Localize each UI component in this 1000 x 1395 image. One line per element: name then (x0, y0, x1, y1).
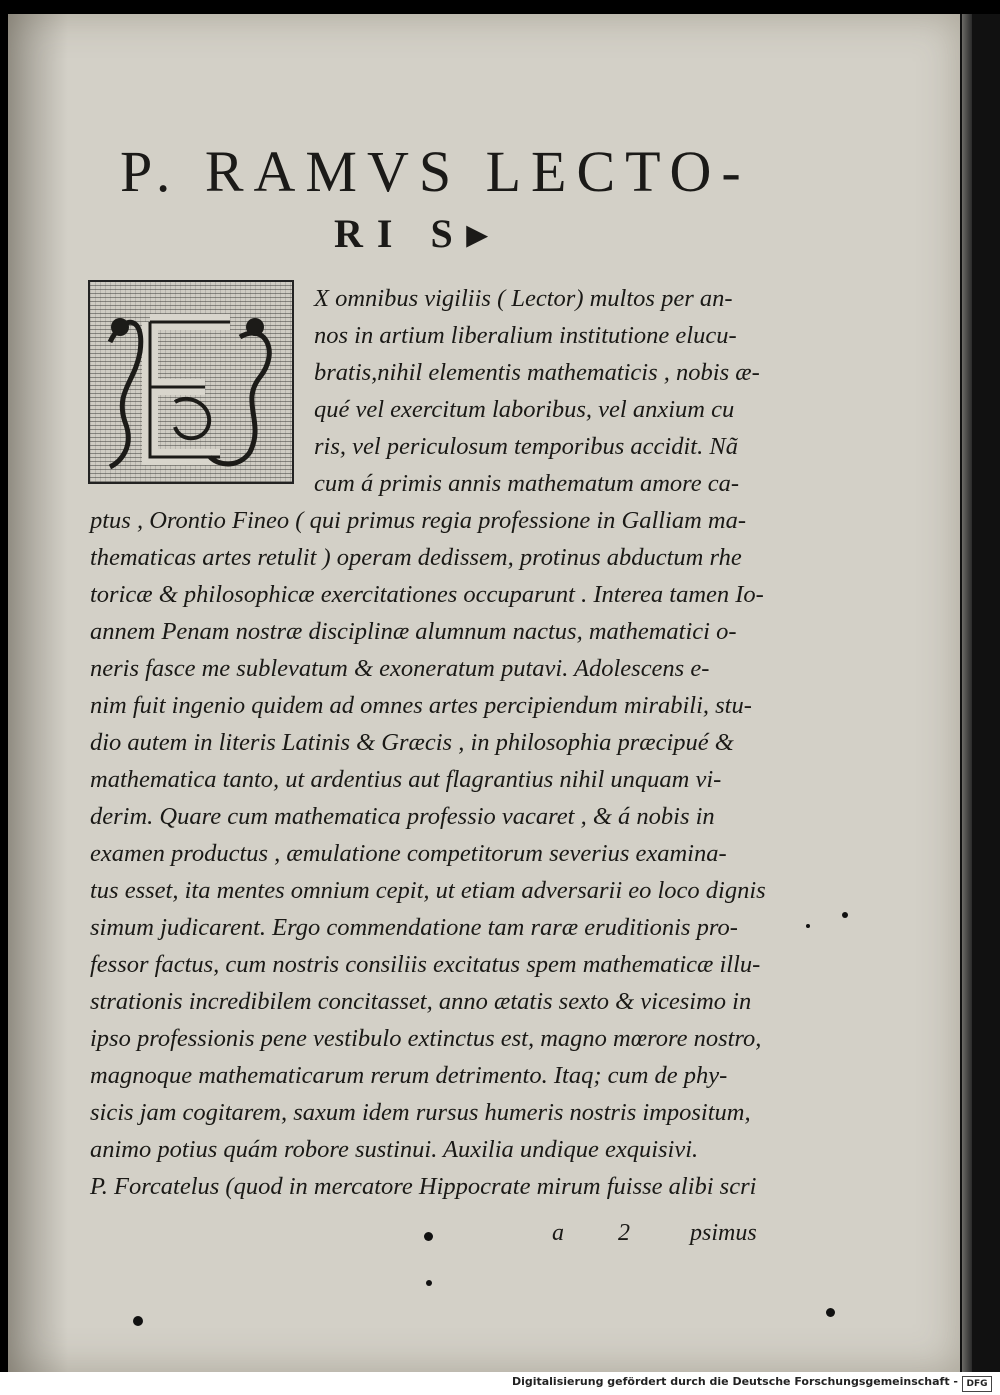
text-line: magnoque mathematicarum rerum detrimento. Itaq; cum de phy- (90, 1062, 728, 1089)
text-line: mathematica tanto, ut ardentius aut flagrantius nihil unquam vi- (90, 766, 722, 793)
text-line: simum judicarent. Ergo commendatione tam raræ eruditionis pro- (90, 914, 738, 941)
text-line: X omnibus vigiliis ( Lector) multos per an- (314, 285, 733, 312)
ink-speck (133, 1316, 143, 1326)
ink-speck (424, 1232, 433, 1241)
text-line: derim. Quare cum mathematica professio vacaret , & á nobis in (90, 803, 715, 830)
page-shadow (8, 14, 68, 1372)
scan-border (960, 14, 1000, 1372)
text-line: bratis,nihil elementis mathematicis , nobis æ- (314, 359, 760, 386)
credit-bar (0, 1372, 1000, 1395)
text-line: neris fasce me sublevatum & exoneratum putavi. Adolescens e- (90, 655, 710, 682)
text-line: ptus , Orontio Fineo ( qui primus regia professione in Galliam ma- (90, 507, 747, 534)
digitization-credit: Digitalisierung gefördert durch die Deutsche Forschungsgemeinschaft - (511, 1375, 958, 1388)
ink-speck (826, 1308, 835, 1317)
text-line: toricæ & philosophicæ exercitationes occuparunt . Interea tamen Io- (90, 581, 764, 608)
text-line: tus esset, ita mentes omnium cepit, ut etiam adversarii eo loco dignis (90, 877, 766, 904)
text-line: animo potius quám robore sustinui. Auxilia undique exquisivi. (90, 1136, 699, 1163)
text-line: strationis incredibilem concitasset, anno ætatis sexto & vicesimo in (90, 988, 752, 1015)
text-line: sicis jam cogitarem, saxum idem rursus humeris nostris impositum, (90, 1099, 751, 1126)
initial-ornament-icon (90, 282, 292, 482)
signature-mark: a (552, 1220, 564, 1246)
text-line: nim fuit ingenio quidem ad omnes artes percipiendum mirabili, stu- (90, 692, 752, 719)
ink-speck (426, 1280, 432, 1286)
decorated-initial (88, 280, 294, 484)
text-line: P. Forcatelus (quod in mercatore Hippocrate mirum fuisse alibi scri (90, 1173, 757, 1200)
page-number: 2 (618, 1220, 630, 1246)
text-line: thematicas artes retulit ) operam dedissem, protinus abductum rhe (90, 544, 742, 571)
text-line: fessor factus, cum nostris consiliis excitatus spem mathematicæ illu- (90, 951, 761, 978)
text-line: ipso professionis pene vestibulo extinctus est, magno mœrore nostro, (90, 1025, 762, 1052)
heading-line-1: P. RAMVS LECTO- (120, 139, 751, 204)
dfg-logo-icon: DFG (962, 1376, 992, 1392)
text-line: nos in artium liberalium institutione elucu- (314, 322, 737, 349)
catchword: psimus (690, 1220, 757, 1246)
text-line: ris, vel periculosum temporibus accidit. Nã (314, 433, 738, 460)
ink-speck (842, 912, 848, 918)
heading-line-2: RI S▸ (334, 211, 501, 256)
text-line: dio autem in literis Latinis & Græcis , in philosophia præcipué & (90, 729, 734, 756)
ink-speck (806, 924, 810, 928)
text-line: cum á primis annis mathematum amore ca- (314, 470, 740, 497)
text-line: examen productus , æmulatione competitorum severius examina- (90, 840, 727, 867)
text-line: annem Penam nostræ disciplinæ alumnum nactus, mathematici o- (90, 618, 737, 645)
text-line: qué vel exercitum laboribus, vel anxium cu (314, 396, 735, 423)
